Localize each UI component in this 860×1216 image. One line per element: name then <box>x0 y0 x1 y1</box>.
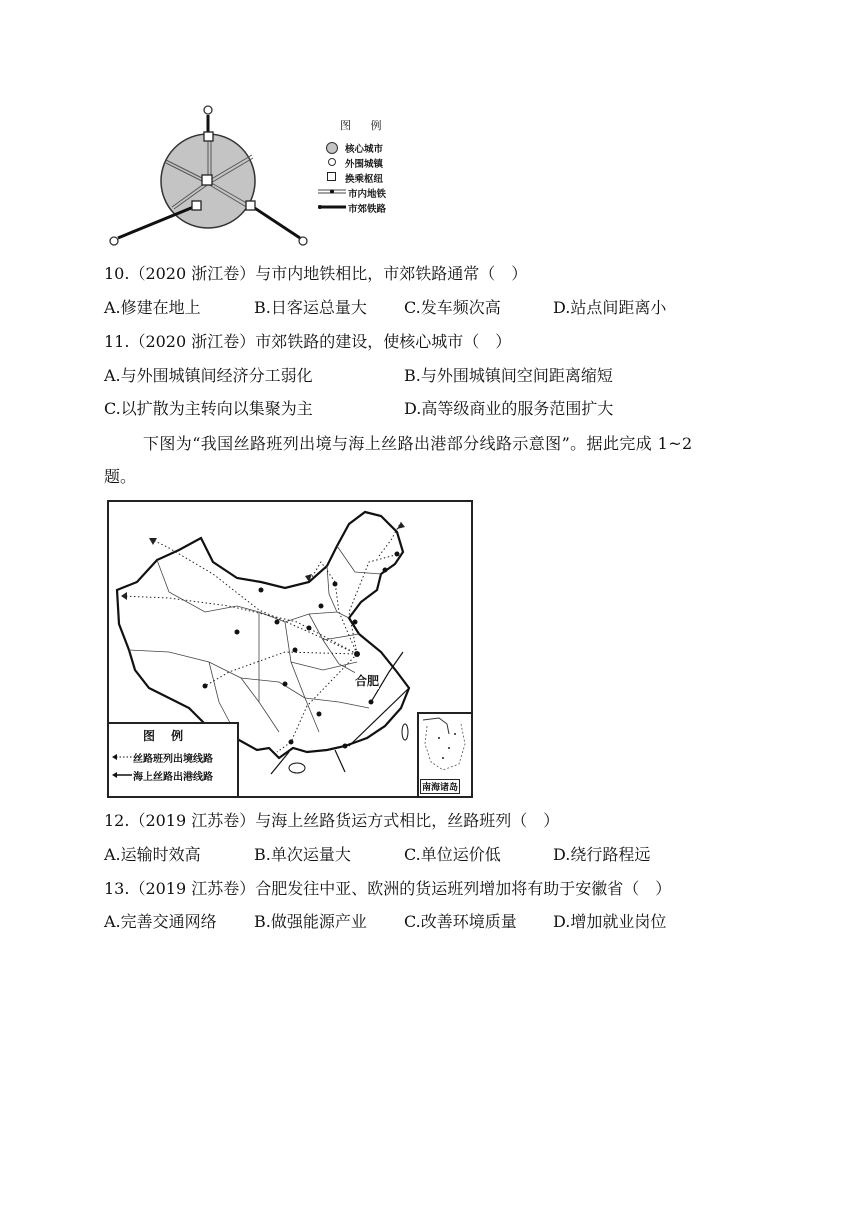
option-d: D.绕行路程远 <box>553 845 651 864</box>
dotted-arrow-icon <box>112 753 132 761</box>
hub-southeast <box>246 201 255 210</box>
legend-row-hub <box>318 170 418 185</box>
map-legend-label-sea: 海上丝路出港线路 <box>133 772 213 783</box>
legend-label: 换乘枢纽 <box>345 174 384 185</box>
hub-north <box>204 132 213 141</box>
legend-label: 外围城镇 <box>345 159 384 170</box>
south-sea-islands-icon <box>419 714 471 776</box>
china-map-figure <box>107 500 473 798</box>
question-10-stem: 10.（2020 浙江卷）与市内地铁相比，市郊铁路通常（ ） <box>104 264 528 283</box>
option-a: A.修建在地上 <box>104 298 201 317</box>
option-c: C.发车频次高 <box>404 298 501 317</box>
grey-circle-icon <box>326 142 338 154</box>
south-sea-inset <box>417 712 471 796</box>
legend-row-town <box>318 155 418 170</box>
legend-title: 图 例 <box>340 119 390 132</box>
option-b: B.单次运量大 <box>254 845 351 864</box>
inset-label: 南海诸岛 <box>420 779 460 794</box>
option-a: A.完善交通网络 <box>104 912 217 931</box>
option-b: B.做强能源产业 <box>254 912 367 931</box>
outer-town-southeast <box>299 237 307 245</box>
outer-town-southwest <box>110 237 118 245</box>
option-b: B.日客运总量大 <box>254 298 367 317</box>
legend-row-suburban <box>318 200 418 215</box>
option-c: C.改善环境质量 <box>404 912 517 931</box>
square-hub-icon <box>327 172 336 181</box>
option-b: B.与外围城镇间空间距离缩短 <box>404 366 613 385</box>
option-a: A.与外围城镇间经济分工弱化 <box>104 366 313 385</box>
legend-label: 市郊铁路 <box>348 204 387 215</box>
option-d: D.站点间距离小 <box>553 298 667 317</box>
map-legend <box>109 722 239 796</box>
rail-legend <box>318 117 418 215</box>
intro-line-2: 题。 <box>104 467 137 486</box>
outer-town-north <box>204 106 212 114</box>
option-d: D.增加就业岗位 <box>553 912 667 931</box>
option-a: A.运输时效高 <box>104 845 201 864</box>
question-11-stem: 11.（2020 浙江卷）市郊铁路的建设，使核心城市（ ） <box>104 332 512 351</box>
solid-arrow-icon <box>112 771 132 779</box>
option-c: C.单位运价低 <box>404 845 501 864</box>
hub-center <box>202 175 212 185</box>
option-c: C.以扩散为主转向以集聚为主 <box>104 399 313 418</box>
question-13-stem: 13.（2019 江苏卷）合肥发往中亚、欧洲的货运班列增加将有助于安徽省（ ） <box>104 879 672 898</box>
option-d: D.高等级商业的服务范围扩大 <box>404 399 614 418</box>
legend-row-metro <box>318 185 418 200</box>
legend-label: 市内地铁 <box>348 189 387 200</box>
hub-southwest <box>192 201 201 210</box>
thick-line-icon <box>318 202 346 212</box>
double-line-dot-icon <box>318 187 346 197</box>
legend-label: 核心城市 <box>345 144 384 155</box>
intro-line-1: 下图为“我国丝路班列出境与海上丝路出港部分线路示意图”。据此完成 1~2 <box>143 434 693 453</box>
map-legend-label-rail: 丝路班列出境线路 <box>133 754 213 765</box>
question-12-stem: 12.（2019 江苏卷）与海上丝路货运方式相比，丝路班列（ ） <box>104 811 560 830</box>
hefei-label: 合肥 <box>355 674 380 688</box>
legend-row-core <box>318 140 418 155</box>
map-legend-title: 图 例 <box>143 729 190 743</box>
small-ring-icon <box>328 158 336 166</box>
